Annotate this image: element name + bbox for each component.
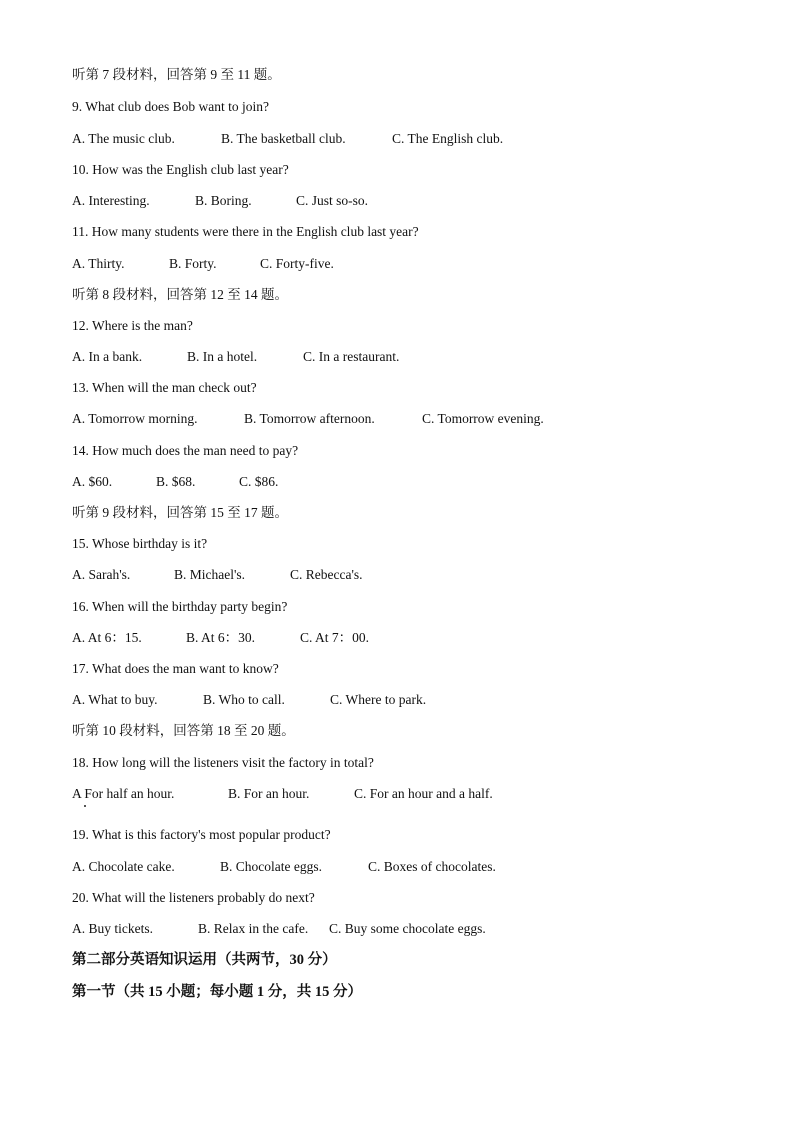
option-a: A. At 6：15. bbox=[72, 630, 142, 645]
part-two-heading: 第二部分英语知识运用（共两节，30 分） bbox=[72, 952, 337, 968]
option-b: B. Tomorrow afternoon. bbox=[244, 411, 375, 426]
question-18-options bbox=[72, 786, 493, 802]
option-c: C. Rebecca's. bbox=[290, 567, 363, 582]
option-a: A. $60. bbox=[72, 474, 113, 489]
option-b: B. Forty. bbox=[169, 256, 217, 271]
option-b: B. Michael's. bbox=[174, 567, 246, 582]
option-b: B. Who to call. bbox=[203, 692, 285, 707]
option-a: A. Sarah's. bbox=[72, 567, 131, 582]
question-14: 14. How much does the man need to pay? bbox=[72, 443, 299, 458]
option-c: C. Boxes of chocolates. bbox=[368, 859, 496, 874]
question-15-options bbox=[72, 567, 363, 583]
option-b: B. Chocolate eggs. bbox=[220, 859, 322, 874]
section-instruction: 听第 9 段材料，回答第 15 至 17 题。 bbox=[72, 505, 288, 520]
option-c: C. $86. bbox=[239, 474, 279, 489]
option-c: C. At 7：00. bbox=[300, 630, 370, 645]
question-11-options bbox=[72, 256, 334, 272]
section-instruction: 听第 10 段材料，回答第 18 至 20 题。 bbox=[72, 723, 295, 738]
question-14-options bbox=[72, 474, 278, 490]
question-16-options bbox=[72, 630, 369, 646]
stray-mark bbox=[84, 805, 86, 807]
option-a: A. Tomorrow morning. bbox=[72, 411, 198, 426]
option-c: C. Buy some chocolate eggs. bbox=[329, 921, 486, 936]
question-18: 18. How long will the listeners visit the factory in total? bbox=[72, 755, 374, 770]
question-20: 20. What will the listeners probably do next? bbox=[72, 890, 315, 905]
section-instruction: 听第 7 段材料，回答第 9 至 11 题。 bbox=[72, 67, 281, 82]
option-a: A For half an hour. bbox=[72, 786, 175, 801]
question-19: 19. What is this factory's most popular product? bbox=[72, 827, 331, 842]
option-a: A. In a bank. bbox=[72, 349, 143, 364]
section-instruction: 听第 8 段材料，回答第 12 至 14 题。 bbox=[72, 287, 288, 302]
question-16: 16. When will the birthday party begin? bbox=[72, 599, 288, 614]
option-c: C. For an hour and a half. bbox=[354, 786, 493, 801]
question-19-options bbox=[72, 859, 496, 875]
option-b: B. At 6：30. bbox=[186, 630, 256, 645]
option-c: C. Just so-so. bbox=[296, 193, 369, 208]
question-9-options bbox=[72, 131, 503, 147]
option-c: C. The English club. bbox=[392, 131, 504, 146]
question-9: 9. What club does Bob want to join? bbox=[72, 99, 269, 114]
option-c: C. In a restaurant. bbox=[303, 349, 400, 364]
question-12: 12. Where is the man? bbox=[72, 318, 193, 333]
option-a: A. Chocolate cake. bbox=[72, 859, 175, 874]
option-a: A. Interesting. bbox=[72, 193, 150, 208]
option-b: B. Boring. bbox=[195, 193, 252, 208]
question-20-options bbox=[72, 921, 486, 937]
option-a: A. What to buy. bbox=[72, 692, 158, 707]
option-b: B. The basketball club. bbox=[221, 131, 346, 146]
option-b: B. $68. bbox=[156, 474, 196, 489]
option-c: C. Forty-five. bbox=[260, 256, 334, 271]
option-c: C. Where to park. bbox=[330, 692, 427, 707]
question-17-options bbox=[72, 692, 426, 708]
option-a: A. Thirty. bbox=[72, 256, 125, 271]
option-c: C. Tomorrow evening. bbox=[422, 411, 544, 426]
question-10: 10. How was the English club last year? bbox=[72, 162, 289, 177]
section-one-heading: 第一节（共 15 小题；每小题 1 分，共 15 分） bbox=[72, 984, 362, 1000]
question-11: 11. How many students were there in the English club last year? bbox=[72, 224, 419, 239]
question-13-options bbox=[72, 411, 544, 427]
option-b: B. Relax in the cafe. bbox=[198, 921, 309, 936]
question-15: 15. Whose birthday is it? bbox=[72, 536, 208, 551]
option-a: A. Buy tickets. bbox=[72, 921, 153, 936]
option-a: A. The music club. bbox=[72, 131, 175, 146]
question-17: 17. What does the man want to know? bbox=[72, 661, 279, 676]
question-12-options bbox=[72, 349, 399, 365]
question-10-options bbox=[72, 193, 368, 209]
option-b: B. In a hotel. bbox=[187, 349, 258, 364]
option-b: B. For an hour. bbox=[228, 786, 310, 801]
question-13: 13. When will the man check out? bbox=[72, 380, 257, 395]
